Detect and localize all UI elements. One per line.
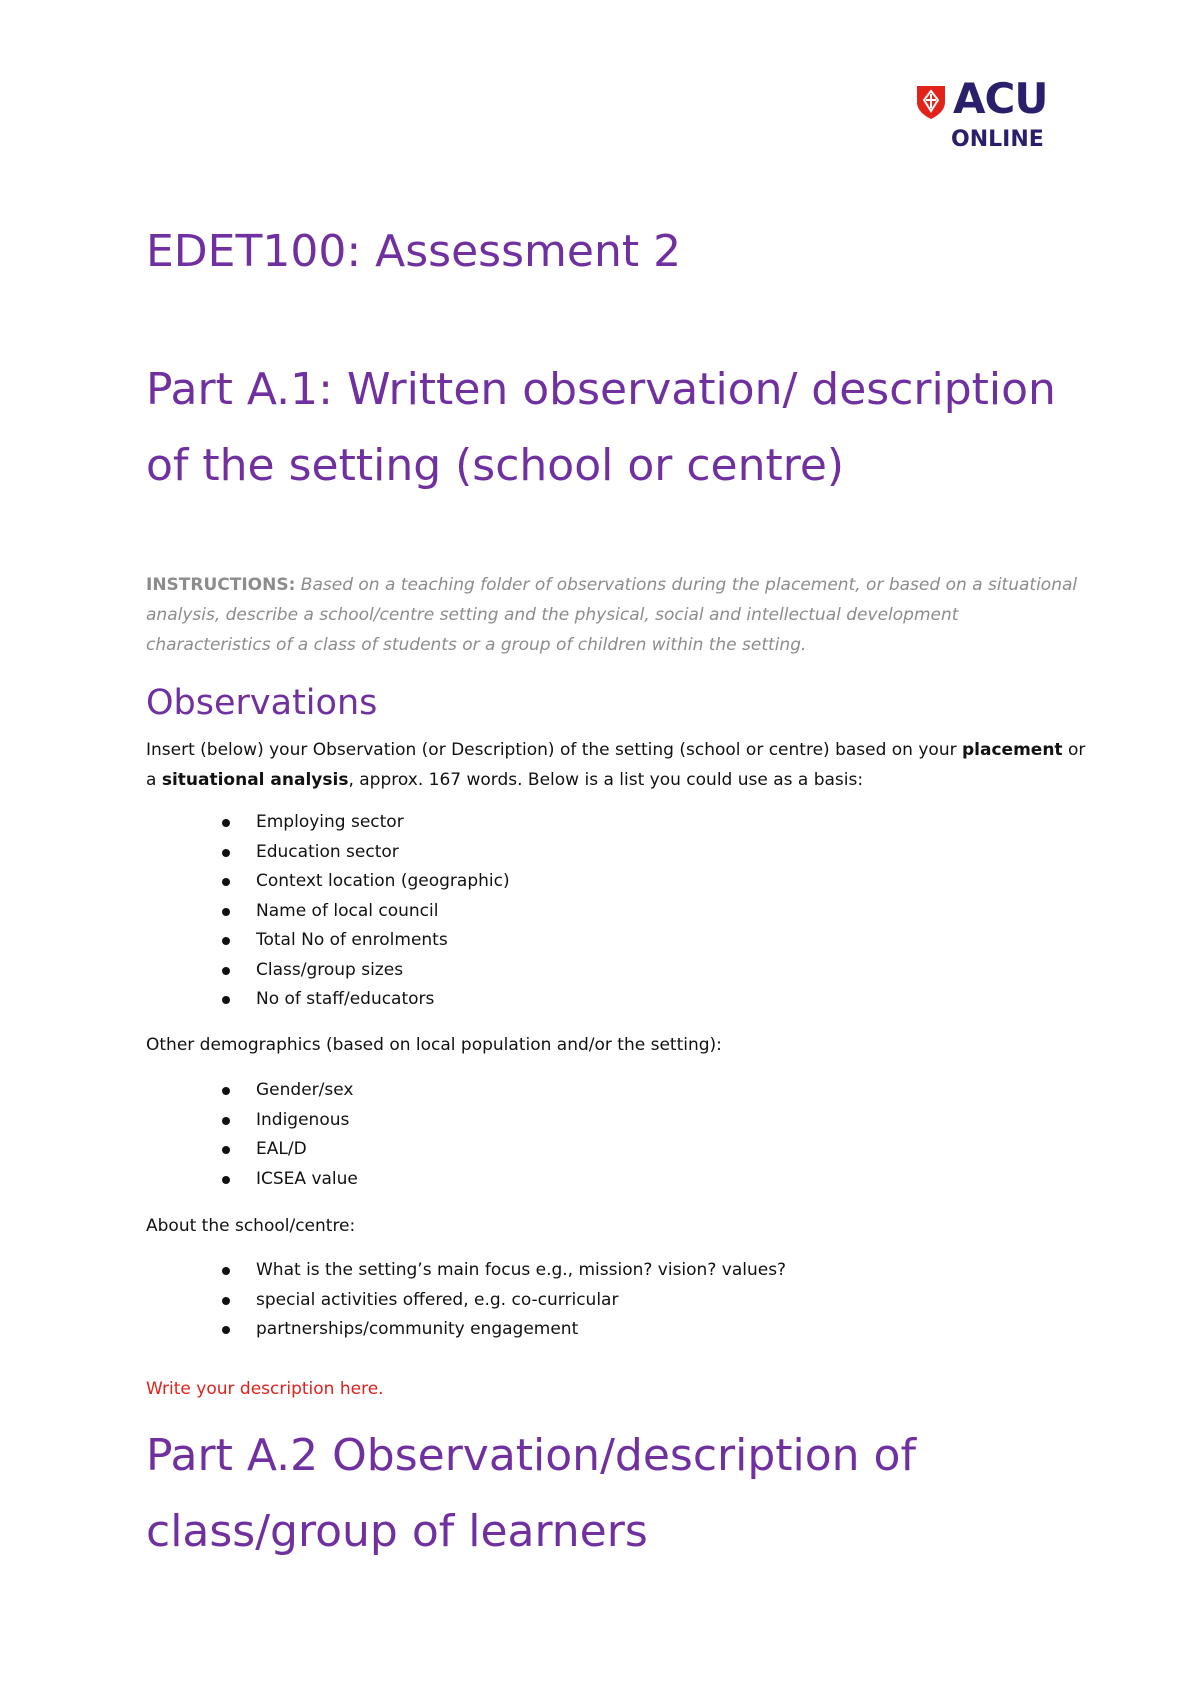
list-item: ICSEA value xyxy=(146,1165,1046,1195)
intro-text-2: or a xyxy=(146,740,1086,790)
instructions-label: INSTRUCTIONS: xyxy=(146,575,296,595)
list-item: Education sector xyxy=(146,838,1046,868)
about-list xyxy=(146,1256,1046,1345)
logo-brand: ACU xyxy=(953,74,1048,123)
list-item: partnerships/community engagement xyxy=(146,1315,1046,1345)
part-a2-heading: Part A.2 Observation/description of class/group of learners xyxy=(146,1430,916,1557)
bullet-icon xyxy=(222,1087,230,1095)
bullet-icon xyxy=(222,1117,230,1125)
bullet-icon xyxy=(222,937,230,945)
acu-online-logo xyxy=(915,74,1055,154)
demographics-label: Other demographics (based on local population and/or the setting): xyxy=(146,1035,722,1055)
bullet-icon xyxy=(222,1326,230,1334)
list-item: Total No of enrolments xyxy=(146,926,1046,956)
part-a1-heading: Part A.1: Written observation/ description of the setting (school or centre) xyxy=(146,364,1056,491)
demographics-list xyxy=(146,1076,1046,1194)
list-item: What is the setting’s main focus e.g., mission? vision? values? xyxy=(146,1256,1046,1286)
list-item: special activities offered, e.g. co-curricular xyxy=(146,1286,1046,1316)
bullet-icon xyxy=(222,996,230,1004)
list-item: Context location (geographic) xyxy=(146,867,1046,897)
instructions-paragraph xyxy=(146,570,1086,660)
list-item: Name of local council xyxy=(146,897,1046,927)
document-title: EDET100: Assessment 2 xyxy=(146,226,682,277)
bullet-icon xyxy=(222,819,230,827)
bullet-icon xyxy=(222,878,230,886)
list-item: Indigenous xyxy=(146,1106,1046,1136)
observations-heading: Observations xyxy=(146,683,378,723)
intro-text-3: , approx. 167 words. Below is a list you could use as a basis: xyxy=(348,770,864,790)
intro-bold-situational: situational analysis xyxy=(161,770,349,790)
logo-sub: ONLINE xyxy=(951,127,1044,152)
bullet-icon xyxy=(222,1297,230,1305)
bullet-icon xyxy=(222,1267,230,1275)
bullet-icon xyxy=(222,849,230,857)
acu-shield-icon xyxy=(915,84,947,120)
list-item: Class/group sizes xyxy=(146,956,1046,986)
bullet-icon xyxy=(222,1146,230,1154)
instructions-text: Based on a teaching folder of observations during the placement, or based on a situational analysis, describe a school/centre setting and the physical, social and intellectual development characteristics of a class of students or a group of children within the setting. xyxy=(146,575,1078,655)
bullet-icon xyxy=(222,908,230,916)
list-item: Employing sector xyxy=(146,808,1046,838)
description-placeholder[interactable]: Write your description here. xyxy=(146,1379,384,1399)
bullet-icon xyxy=(222,967,230,975)
list-item: EAL/D xyxy=(146,1135,1046,1165)
list-item: No of staff/educators xyxy=(146,985,1046,1015)
intro-bold-placement: placement xyxy=(962,740,1063,760)
setting-list xyxy=(146,808,1046,1015)
about-label: About the school/centre: xyxy=(146,1216,356,1236)
bullet-icon xyxy=(222,1176,230,1184)
intro-text-1: Insert (below) your Observation (or Description) of the setting (school or centre) based on your xyxy=(146,740,962,760)
observations-intro xyxy=(146,735,1086,795)
list-item: Gender/sex xyxy=(146,1076,1046,1106)
